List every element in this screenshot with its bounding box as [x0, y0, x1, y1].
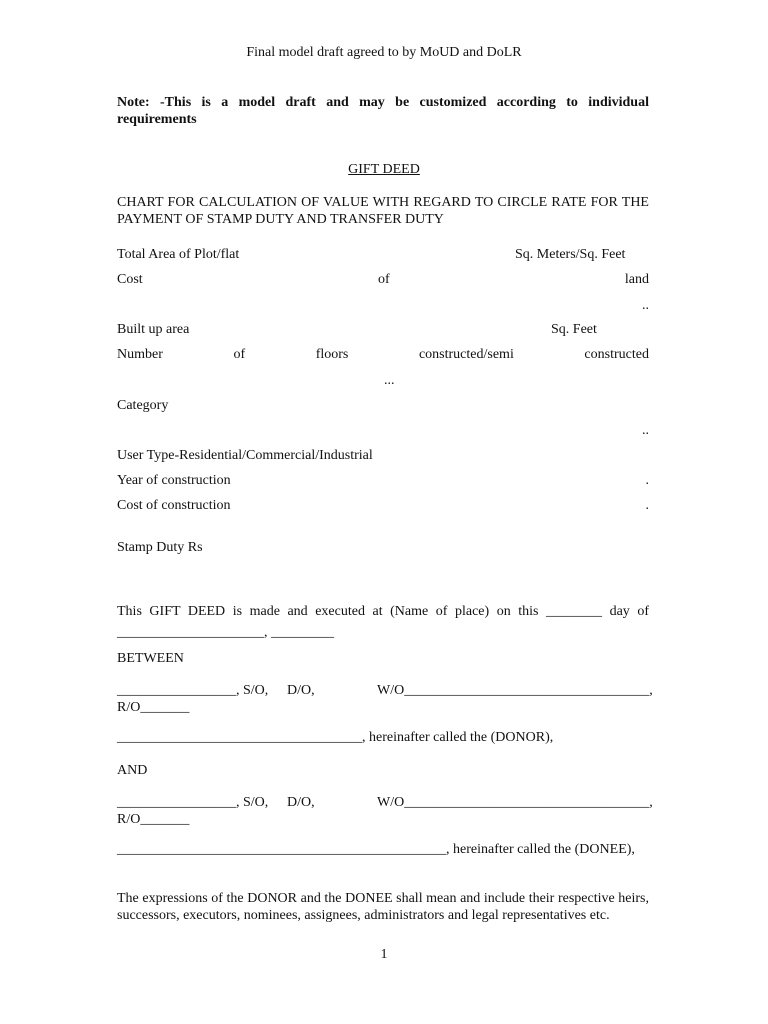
donor-wo-blank: W/O___________________________________, — [377, 683, 653, 698]
donee-do: D/O, — [287, 795, 315, 810]
page-number: 1 — [380, 947, 388, 962]
cost-of-land-row — [117, 271, 649, 288]
year-of-construction-label: Year of construction — [117, 473, 231, 488]
model-draft-note: Note: -This is a model draft and may be customized according to individual requirements — [117, 95, 649, 127]
cost-word: Cost — [117, 272, 143, 287]
cost-of-construction-dot: . — [645, 498, 649, 513]
cost-of-land-dots: .. — [642, 298, 649, 313]
user-type-label: User Type-Residential/Commercial/Industrial — [117, 448, 373, 463]
donor-do: D/O, — [287, 683, 315, 698]
stamp-duty-label: Stamp Duty Rs — [117, 540, 203, 555]
of-word: of — [377, 272, 390, 287]
donee-wo-blank: W/O___________________________________, — [377, 795, 653, 810]
donee-called: _______________________________________________, hereinafter called the (DONEE), — [117, 842, 635, 857]
floors-dots: ... — [384, 373, 395, 388]
built-up-area-unit: Sq. Feet — [551, 322, 597, 337]
number-word: Number — [117, 347, 163, 362]
deed-intro-text: This GIFT DEED is made and executed at (Name of place) on this ________ day of — [117, 604, 649, 619]
and-heading: AND — [117, 763, 148, 778]
page-header: Final model draft agreed to by MoUD and DoLR — [246, 45, 522, 60]
donor-name-blank: _________________, S/O, — [117, 683, 269, 698]
floors-row — [117, 346, 649, 363]
category-label: Category — [117, 398, 169, 413]
year-of-construction-dot: . — [645, 473, 649, 488]
total-area-label: Total Area of Plot/flat — [117, 247, 240, 262]
category-dots: .. — [642, 423, 649, 438]
between-heading: BETWEEN — [117, 651, 184, 666]
built-up-area-label: Built up area — [117, 322, 190, 337]
of-word: of — [233, 347, 246, 362]
donor-ro-blank: R/O_______ — [117, 700, 190, 715]
donee-name-blank: _________________, S/O, — [117, 795, 269, 810]
deed-intro-line — [117, 603, 649, 620]
deed-date-blanks: _____________________, _________ — [117, 625, 334, 640]
total-area-unit: Sq. Meters/Sq. Feet — [515, 247, 626, 262]
expressions-paragraph: The expressions of the DONOR and the DONEE shall mean and include their respective heirs, successors, executors, nominees, assignees, administrators and legal representatives etc. — [117, 891, 649, 923]
cost-of-construction-label: Cost of construction — [117, 498, 231, 513]
constructed-semi-word: constructed/semi — [418, 347, 514, 362]
floors-word: floors — [315, 347, 349, 362]
constructed-word: constructed — [584, 347, 649, 362]
land-word: land — [624, 272, 649, 287]
donee-ro-blank: R/O_______ — [117, 812, 190, 827]
document-title: GIFT DEED — [348, 162, 420, 177]
donor-called: ___________________________________, hereinafter called the (DONOR), — [117, 730, 554, 745]
chart-heading: CHART FOR CALCULATION OF VALUE WITH REGARD TO CIRCLE RATE FOR THE PAYMENT OF STAMP DUTY AND TRANSFER DUTY — [117, 195, 649, 227]
